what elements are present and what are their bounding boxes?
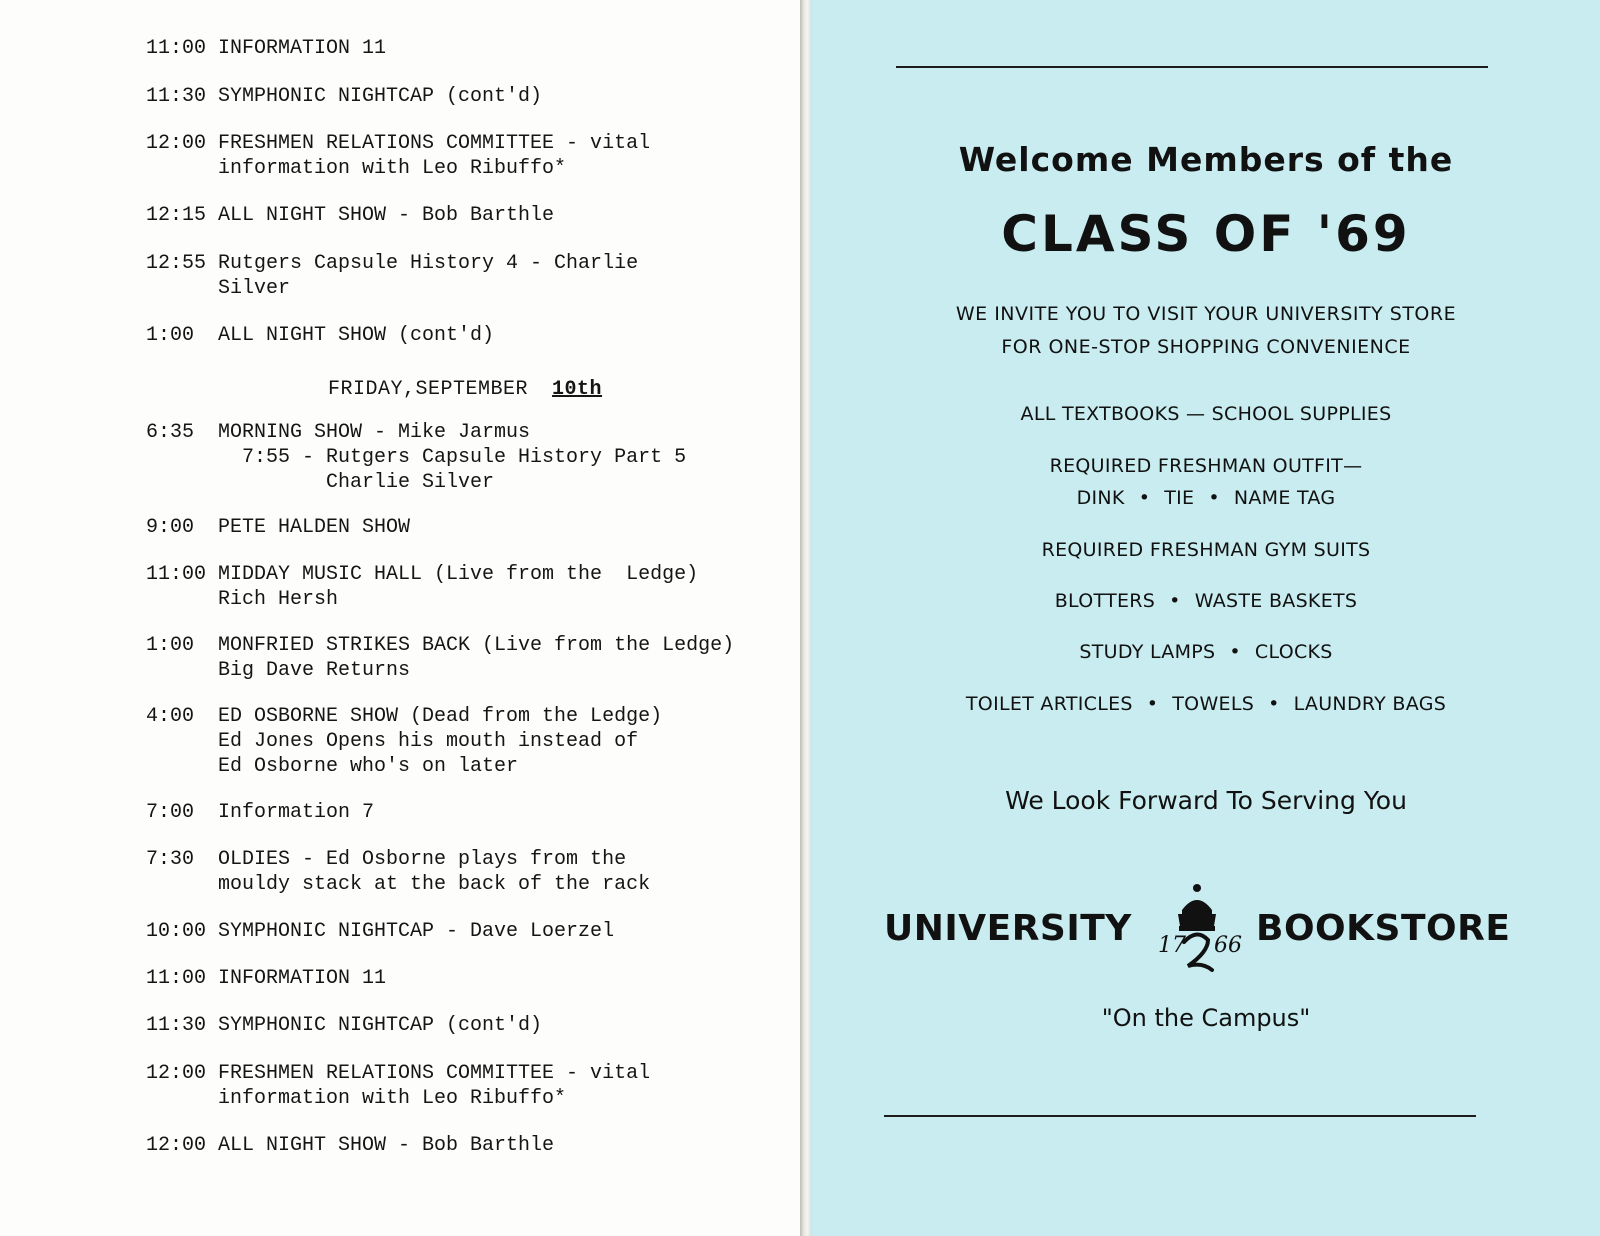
schedule-entry	[146, 36, 386, 61]
schedule-entry	[146, 1013, 542, 1038]
store-name-left: UNIVERSITY	[884, 908, 1132, 949]
entry-line: Ed Osborne who's on later	[218, 755, 519, 778]
entry-time: 11:30	[146, 85, 207, 108]
merchandise-row	[812, 403, 1600, 425]
entry-line: FRESHMEN RELATIONS COMMITTEE - vital	[218, 132, 651, 155]
entry-time: 12:55	[146, 252, 207, 275]
entry-time: 1:00	[146, 324, 195, 347]
entry-time: 9:00	[146, 516, 195, 539]
entry-time: 7:30	[146, 848, 195, 871]
entry-time: 1:00	[146, 634, 195, 657]
schedule-entry	[146, 203, 554, 228]
class-title: CLASS OF '69	[1001, 205, 1411, 263]
entry-line: SYMPHONIC NIGHTCAP - Dave Loerzel	[218, 920, 615, 943]
merchandise-item: BLOTTERS	[1054, 590, 1156, 612]
merchandise-row	[812, 590, 1600, 612]
entry-time: 4:00	[146, 705, 195, 728]
entry-line: Rutgers Capsule History 4 - Charlie	[218, 252, 639, 275]
merchandise-item: CLOCKS	[1254, 641, 1333, 663]
schedule-entry	[146, 251, 638, 301]
bullet-icon: •	[1208, 487, 1220, 509]
entry-line: mouldy stack at the back of the rack	[218, 873, 651, 896]
entry-line: Charlie Silver	[218, 471, 495, 494]
merchandise-item: LAUNDRY BAGS	[1293, 693, 1447, 715]
schedule-entry	[146, 919, 614, 944]
welcome-heading: Welcome Members of the	[958, 140, 1454, 179]
merchandise-item: TOWELS	[1172, 693, 1255, 715]
schedule-entry	[146, 84, 542, 109]
schedule-entry	[146, 515, 410, 540]
entry-line: Big Dave Returns	[218, 659, 411, 682]
merchandise-row	[812, 455, 1600, 477]
entry-time: 11:00	[146, 967, 207, 990]
merchandise-row	[812, 693, 1600, 715]
entry-line: INFORMATION 11	[218, 967, 387, 990]
entry-time: 7:00	[146, 801, 195, 824]
bullet-icon: •	[1169, 590, 1181, 612]
entry-time: 11:00	[146, 37, 207, 60]
merchandise-item: REQUIRED FRESHMAN OUTFIT—	[1049, 455, 1363, 477]
entry-line: ALL NIGHT SHOW - Bob Barthle	[218, 1134, 555, 1157]
entry-line: Information 7	[218, 801, 375, 824]
merchandise-item: WASTE BASKETS	[1194, 590, 1358, 612]
store-name-right: BOOKSTORE	[1256, 908, 1511, 949]
entry-line: Rich Hersh	[218, 588, 339, 611]
day-heading-day: FRIDAY,SEPTEMBER	[328, 378, 529, 401]
merchandise-item: TOILET ARTICLES	[965, 693, 1133, 715]
schedule-entry	[146, 704, 662, 779]
entry-line: SYMPHONIC NIGHTCAP (cont'd)	[218, 85, 543, 108]
invite-line-1: WE INVITE YOU TO VISIT YOUR UNIVERSITY STORE	[955, 303, 1457, 325]
top-rule	[896, 66, 1488, 68]
entry-line: ED OSBORNE SHOW (Dead from the Ledge)	[218, 705, 663, 728]
entry-time: 12:00	[146, 1134, 207, 1157]
schedule-entry	[146, 800, 374, 825]
bullet-icon: •	[1268, 693, 1280, 715]
entry-time: 6:35	[146, 421, 195, 444]
entry-line: MIDDAY MUSIC HALL (Live from the Ledge)	[218, 563, 699, 586]
entry-line: ALL NIGHT SHOW (cont'd)	[218, 324, 495, 347]
entry-line: OLDIES - Ed Osborne plays from the	[218, 848, 627, 871]
schedule-entry	[146, 131, 650, 181]
entry-time: 10:00	[146, 920, 207, 943]
entry-line: information with Leo Ribuffo*	[218, 1087, 567, 1110]
entry-time: 12:00	[146, 1062, 207, 1085]
merchandise-row	[812, 487, 1600, 509]
schedule-entry	[146, 420, 686, 495]
bullet-icon: •	[1138, 487, 1151, 509]
campus-tagline: "On the Campus"	[1101, 1004, 1311, 1032]
merchandise-item: NAME TAG	[1233, 487, 1336, 509]
entry-time: 11:30	[146, 1014, 207, 1037]
merchandise-row	[812, 539, 1600, 561]
merchandise-item: TIE	[1164, 487, 1195, 509]
entry-time: 12:15	[146, 204, 207, 227]
entry-line: Silver	[218, 277, 291, 300]
book-spine	[800, 0, 812, 1236]
entry-line: INFORMATION 11	[218, 37, 387, 60]
bullet-icon: •	[1229, 641, 1241, 663]
entry-line: 7:55 - Rutgers Capsule History Part 5	[218, 446, 687, 469]
schedule-entry	[146, 966, 386, 991]
bookstore-ad-page	[812, 0, 1600, 1236]
entry-time: 11:00	[146, 563, 207, 586]
emblem-year-right: 66	[1214, 933, 1242, 958]
entry-line: information with Leo Ribuffo*	[218, 157, 567, 180]
schedule-entry	[146, 323, 494, 348]
schedule-entry	[146, 562, 698, 612]
crown-emblem-icon	[1142, 880, 1252, 990]
merchandise-item: ALL TEXTBOOKS — SCHOOL SUPPLIES	[1020, 403, 1392, 425]
entry-line: Ed Jones Opens his mouth instead of	[218, 730, 639, 753]
schedule-entry	[146, 1061, 650, 1111]
entry-line: ALL NIGHT SHOW - Bob Barthle	[218, 204, 555, 227]
merchandise-item: REQUIRED FRESHMAN GYM SUITS	[1041, 539, 1371, 561]
entry-line: MORNING SHOW - Mike Jarmus	[218, 421, 531, 444]
emblem-year-left: 17	[1158, 933, 1186, 958]
merchandise-row	[812, 641, 1600, 663]
entry-line: FRESHMEN RELATIONS COMMITTEE - vital	[218, 1062, 651, 1085]
entry-line: MONFRIED STRIKES BACK (Live from the Ledge)	[218, 634, 735, 657]
schedule-entry	[146, 633, 734, 683]
merchandise-item: DINK	[1076, 487, 1125, 509]
day-heading	[328, 378, 602, 401]
schedule-entry	[146, 1133, 554, 1158]
bullet-icon: •	[1146, 693, 1159, 715]
bottom-rule	[884, 1115, 1476, 1117]
invite-line-2: FOR ONE-STOP SHOPPING CONVENIENCE	[1001, 336, 1411, 358]
serving-line: We Look Forward To Serving You	[1005, 786, 1407, 815]
entry-line: SYMPHONIC NIGHTCAP (cont'd)	[218, 1014, 543, 1037]
entry-line: PETE HALDEN SHOW	[218, 516, 411, 539]
schedule-entry	[146, 847, 650, 897]
merchandise-item: STUDY LAMPS	[1079, 641, 1216, 663]
entry-time: 12:00	[146, 132, 207, 155]
day-heading-date: 10th	[552, 378, 603, 401]
